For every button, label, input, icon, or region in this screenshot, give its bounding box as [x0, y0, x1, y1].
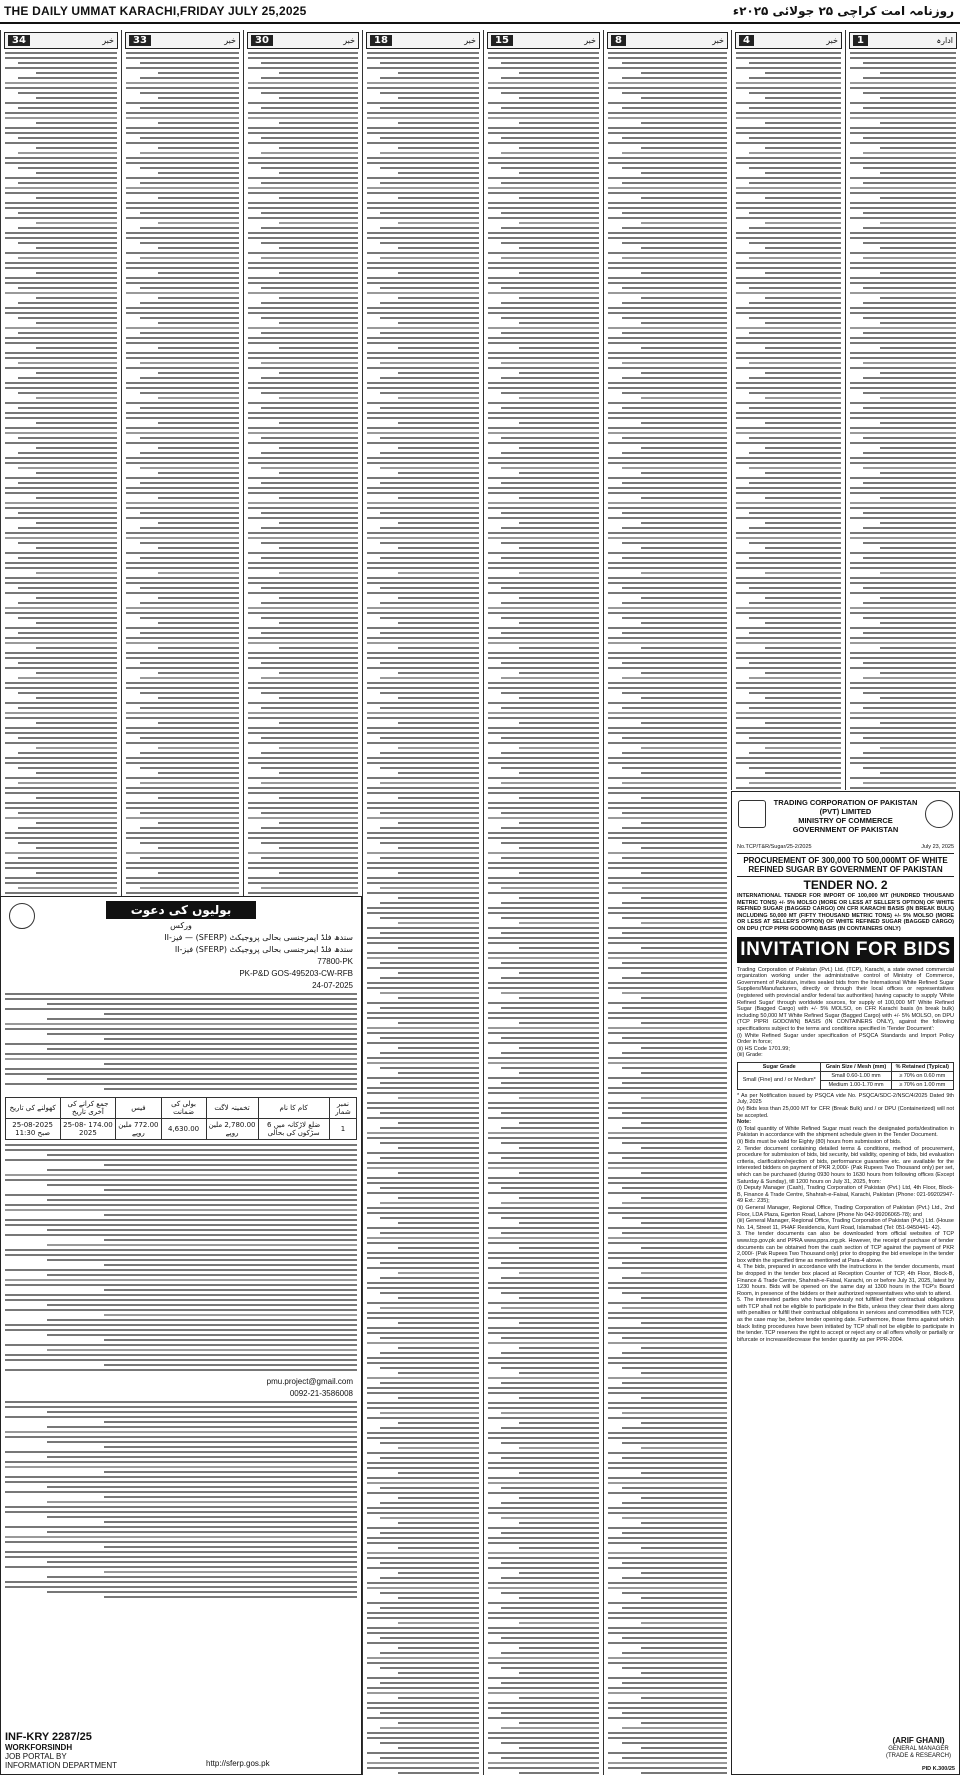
paragraph-5: 5. The interested parties who have previously not fulfilled their contractual obligations with TCP shall not be eligible to participate in the Bids, unless they clear their dues along with penalties or fulfill their contractual obligations in services and commodities with TCP, as the case may be, before tender opening date. Furthermore, those firms against which black listing procedures have been initiated by TCP shall not be eligible to participate in the tender. TCP reserves the right to accept or reject any or all offers wholly or partially or bifurcate or increase/decrease the tender quantity as per PPR-2004. — [737, 1297, 954, 1343]
ad-date: 24-07-2025 — [312, 981, 353, 990]
tender-number: TENDER NO. 2 — [803, 878, 888, 892]
table-row: 1 ضلع لاڑکانہ میں 6 سڑکوں کی بحالی 2,780.00 ملین روپے 4,630.00 772.00 ملین روپے 174.00 25-08-2025 25-08-2025 صبح 11:30 — [5, 1119, 357, 1140]
table-row: Small (Fine) and / or Medium* Small 0.60-1.00 mm ≥ 70% on 0.60 mm — [738, 1071, 954, 1080]
column-head: خبر 18 — [366, 32, 480, 49]
news-column-5 — [362, 30, 483, 1775]
procurement-heading: PROCUREMENT OF 300,000 TO 500,000MT OF WHITE REFINED SUGAR BY GOVERNMENT OF PAKISTAN — [737, 853, 954, 877]
masthead-urdu-title: روزنامہ امت کراچی ۲۵ جولائی ۲۰۲۵ء — [732, 4, 954, 18]
contact-phone: 0092-21-3586008 — [289, 1389, 353, 1398]
spec-item: (iii) Grade: — [737, 1052, 763, 1059]
column-head: ادارہ 1 — [849, 32, 957, 49]
article-text-lines — [248, 52, 358, 896]
column-head: خبر 4 — [735, 32, 842, 49]
table-header: Grain Size / Mesh (mm) — [821, 1062, 891, 1071]
article-text-lines — [608, 52, 727, 1775]
table-header: % Retained (Typical) — [891, 1062, 953, 1071]
rfb-number: PK-P&D GOS-495203-CW-RFB — [239, 969, 353, 978]
government-seal-icon — [925, 800, 953, 828]
tender-scope: INTERNATIONAL TENDER FOR IMPORT OF 100,000 MT (HUNDRED THOUSAND METRIC TONS) +/- 5% MOLSO (MORE OR LESS AT SELLER'S OPTION) OF WHITE REFINED SUGAR (BAGGED CARGO) ON CFR KARACHI BASIS (IN BREAK BULK) INCLUDING 50,000 MT (FIFTY THOUSAND METRIC TONS) +/- 5% MOLSO (MORE OR LESS AT SELLER'S OPTION) OF WHITE REFINED SUGAR (BAGGED CARGO) ON DPU (TCP PIPRI GODOWN) BASIS (IN CONTAINERS ONLY) — [737, 893, 954, 932]
bid-works-table — [5, 1097, 358, 1140]
article-text-lines — [736, 52, 841, 790]
article-text-lines — [5, 1401, 357, 1601]
masthead-english-title: THE DAILY UMMAT KARACHI,FRIDAY JULY 25,2025 — [4, 4, 307, 18]
column-head: خبر 33 — [125, 32, 240, 49]
paragraph-4: 4. The bids, prepared in accordance with the instructions in the tender documents, must be dropped in the tender box placed at Reception Counter of TCP, 4th Floor, Block-B, Finance & Trade Centre, Shahrah-e-Faisal, Karachi, on or before July 31, 2025, latest by 1230 hours. Bids will be opened on the same day at 1300 hours in the TCP's Board Room, in presence of the bidders or their authorized representatives who wish to attend. — [737, 1264, 954, 1297]
sindh-government-logo-icon — [9, 903, 35, 929]
article-text-lines — [5, 52, 117, 896]
pid-code: PID K.300/25 — [921, 1766, 955, 1772]
credit-number: 77800-PK — [317, 957, 353, 966]
column-head: خبر 15 — [487, 32, 600, 49]
contact-email: pmu.project@gmail.com — [266, 1377, 353, 1386]
note-label: Note: — [737, 1119, 752, 1126]
article-text-lines — [488, 52, 599, 1775]
spec-item: (i) White Refined Sugar under specification of PSQCA Standards and Import Policy Order in force; — [737, 1032, 954, 1046]
news-column-3 — [603, 30, 731, 1775]
news-column-6 — [243, 30, 362, 896]
invitation-for-bids-banner: INVITATION FOR BIDS — [737, 937, 954, 963]
project-name: سندھ فلڈ ایمرجنسی بحالی پروجیکٹ (SFERP) — فیز-II — [164, 933, 353, 942]
article-text-lines — [126, 52, 239, 896]
office-item: (iii) General Manager, Regional Office, Trading Corporation of Pakistan (Pvt.) Ltd. (House No. 14, Street 11, PHAF Residencia, Kurri Road, Islamabad (Tel: 051-9450441- 42). — [737, 1218, 954, 1231]
paragraph-3: 3. The tender documents can also be downloaded from official websites of TCP www.tcp.gov.pk and PPRA www.ppra.org.pk. However, the receipt of purchase of tender documents can be obtained from the cash section of TCP against the payment of PKR 2,000/- (Pak Rupees Two Thousand only) prior to dropping the bid envelope in the tender box within the specified time as mentioned at Para-4 above. — [737, 1231, 954, 1264]
spec-item: (iv) Bids less than 25,000 MT for CFR (Break Bulk) and / or DPU (Containerized) will not be accepted. — [737, 1106, 954, 1119]
office-item: (ii) General Manager, Regional Office, Trading Corporation of Pakistan (Pvt.) Ltd., 2nd Floor, LDA Plaza, Egerton Road, Lahore (Phone No 042-99206065-78); and — [737, 1204, 954, 1218]
table-header-row: نمبر شمار کام کا نام تخمینہ لاگت بولی کی ضمانت فیس جمع کرانے کی آخری تاریخ کھولنے کی تاریخ — [5, 1098, 357, 1119]
masthead — [0, 0, 960, 24]
note-item: (i) Total quantity of White Refined Sugar must reach the designated ports/destination in Pakistan in accordance with the shipment schedule given in the Tender Document. — [737, 1125, 954, 1139]
column-head: خبر 34 — [4, 32, 118, 49]
tcp-tender-advertisement — [731, 791, 960, 1775]
tcp-logo-icon — [738, 800, 766, 828]
project-line: سندھ فلڈ ایمرجنسی بحالی پروجیکٹ (SFERP) فیز-II — [174, 945, 353, 954]
sferp-website-link[interactable]: http://sferp.gos.pk — [206, 1759, 270, 1768]
sugar-grade-table — [737, 1062, 954, 1090]
office-item: (i) Deputy Manager (Cash), Trading Corporation of Pakistan (Pvt.) Ltd, 4th Floor, Block-B, Finance & Trade Centre, Shahrah-e-Faisal, Karachi, Pakistan (Phone: 021-99202947-49 Ext.: 235); — [737, 1185, 954, 1205]
tender-reference: No.TCP/T&R/Sugar/25-2/2025 July 23, 2025 — [737, 844, 954, 850]
tcp-org-name: TRADING CORPORATION OF PAKISTAN (PVT) LIMITED MINISTRY OF COMMERCE GOVERNMENT OF PAKISTAN — [773, 798, 918, 834]
note-item: (ii) Bids must be valid for Eighty (80) hours from submission of bids. — [737, 1139, 902, 1146]
column-head: خبر 30 — [247, 32, 359, 49]
news-column-2 — [731, 30, 845, 790]
news-column-1 — [845, 30, 960, 790]
bid-subtitle: ورکس — [170, 921, 192, 930]
paragraph-2: 2. Tender document containing detailed terms & conditions, method of procurement, procedure for submission of bids, bid security, bid validity, opening of bids, bid evaluation criteria, clarification/rejection of bids, performance guarantee etc. are available for the interested bidders on payment of PKR 2,000/- (Pak Rupees Two Thousand only) per set, which can be purchased (during 0930 hours to 1630 hours from following offices (Except Saturday & Sunday), till 1200 hours on July 31, 2025, from: — [737, 1145, 954, 1185]
signature-block: (ARIF GHANI) GENERAL MANAGER (TRADE & RESEARCH) — [885, 1736, 951, 1759]
table-row: Medium 1.00-1.70 mm ≥ 70% on 1.00 mm — [738, 1080, 954, 1089]
bid-invitation-title: بولیوں کی دعوت — [106, 901, 256, 919]
inf-code-block: INF-KRY 2287/25 WORKFORSINDH JOB PORTAL BY INFORMATION DEPARTMENT — [5, 1731, 117, 1770]
news-column-8 — [0, 30, 121, 896]
article-text-lines — [5, 993, 357, 1093]
article-text-lines — [367, 52, 479, 1775]
column-head: خبر 8 — [607, 32, 728, 49]
sferp-bid-advertisement — [0, 896, 362, 1775]
spec-item: (ii) HS Code 1701.99; — [737, 1045, 790, 1052]
news-column-7 — [121, 30, 243, 896]
tender-intro: Trading Corporation of Pakistan (Pvt.) Ltd. (TCP), Karachi, a state owned commercial organization working under the administrative control of Ministry of Commerce, Government of Pakistan, invites sealed bids from the International White Refined Sugar Suppliers/Manufacturers, directly or through their local offices or representatives (registered with provincial and/or federal tax authorities) having capacity to supply 'White Refined Sugar' through worldwide sources, for supply of 100,000 MT White Refined Sugar (Bagged Cargo) with +/- 5% MOLSO, on CFR Karachi basis (in break bulk) including 50,000 MT White Refined Sugar (Bagged Cargo) with +/- 5% MOLSO, on DPU (TCP PIPRI GODOWN) BASIS (IN CONTAINERS ONLY), against the following specifications subject to the terms and conditions specified in 'Tender Document': — [737, 966, 954, 1032]
news-column-4 — [483, 30, 603, 1775]
table-header: Sugar Grade — [738, 1062, 821, 1071]
article-text-lines — [5, 1144, 357, 1374]
article-text-lines — [850, 52, 956, 790]
psqca-note: * As per Notification issued by PSQCA vide No. PSQCA/SDC-2/NSC/4/2025 Dated 9th July, 2025 — [737, 1092, 954, 1106]
